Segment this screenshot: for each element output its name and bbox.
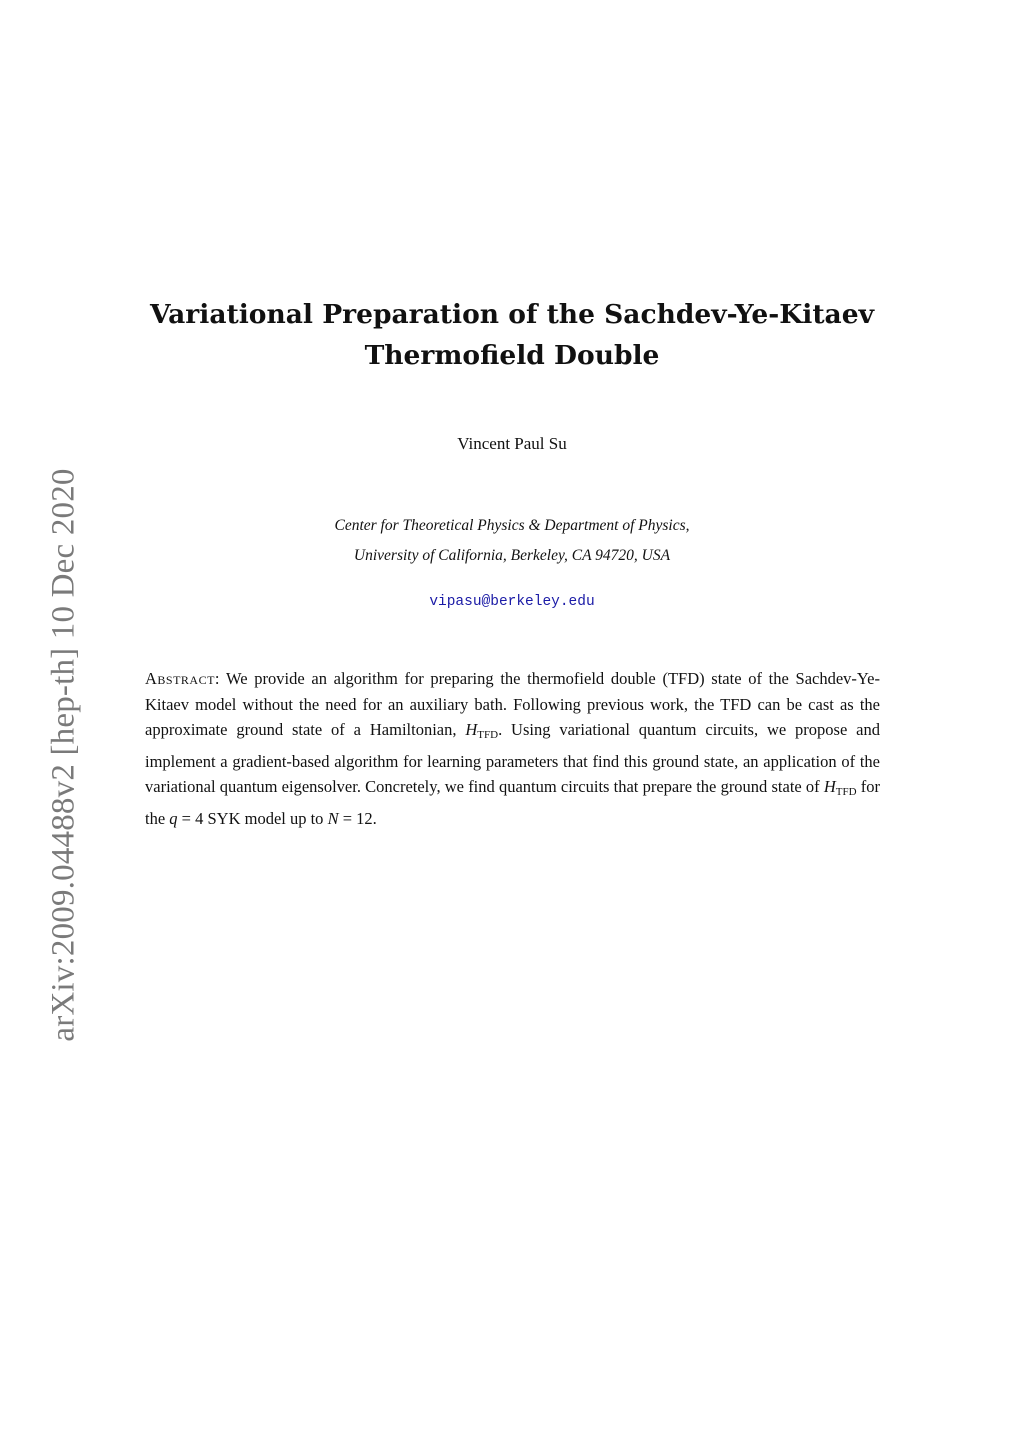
abstract-text-2: . Using variational quantum circuits, we propose and implement a gradient-based algorithm for learning parameters that find this ground state, an application of the variational quantum eigensolver. Concretely, we find quantum circuits that prepare the ground state of xyxy=(145,720,880,796)
h-tfd-symbol-2 xyxy=(824,777,857,796)
affiliation-line-2: University of California, Berkeley, CA 94720, USA xyxy=(353,547,671,564)
arxiv-identifier: arXiv:2009.04488v2 [hep-th] 10 Dec 2020 xyxy=(45,468,82,1042)
title-line-1: Variational Preparation of the Sachdev-Ye-Kitaev xyxy=(150,299,874,330)
h-symbol: H xyxy=(823,777,836,796)
abstract-label: Abstract: xyxy=(145,669,221,688)
abstract-text-3: for the xyxy=(145,777,880,828)
title-line-2: Thermofield Double xyxy=(364,340,660,371)
h-tfd-symbol-1 xyxy=(465,720,498,739)
affiliation-line-1: Center for Theoretical Physics & Department of Physics, xyxy=(334,517,690,534)
q-symbol: q xyxy=(169,808,178,828)
author-email-link[interactable]: vipasu@berkeley.edu xyxy=(429,594,595,610)
q-equation: = 4 SYK model up to xyxy=(177,808,328,828)
paper-title xyxy=(0,294,1024,376)
abstract-text-1: We provide an algorithm for preparing the thermofield double (TFD) state of the Sachdev-Ye-Kitaev model without the need for an auxiliary bath. Following previous work, the TFD can be cast as the approximate ground state of a Hamiltonian, xyxy=(145,669,880,739)
h-subscript: TFD xyxy=(835,786,857,798)
n-equation: = 12. xyxy=(338,808,377,828)
n-symbol: N xyxy=(327,808,339,828)
abstract xyxy=(145,666,880,831)
affiliation xyxy=(0,511,1024,571)
h-subscript: TFD xyxy=(477,729,499,741)
author-name: Vincent Paul Su xyxy=(457,434,567,453)
h-symbol: H xyxy=(465,720,478,739)
